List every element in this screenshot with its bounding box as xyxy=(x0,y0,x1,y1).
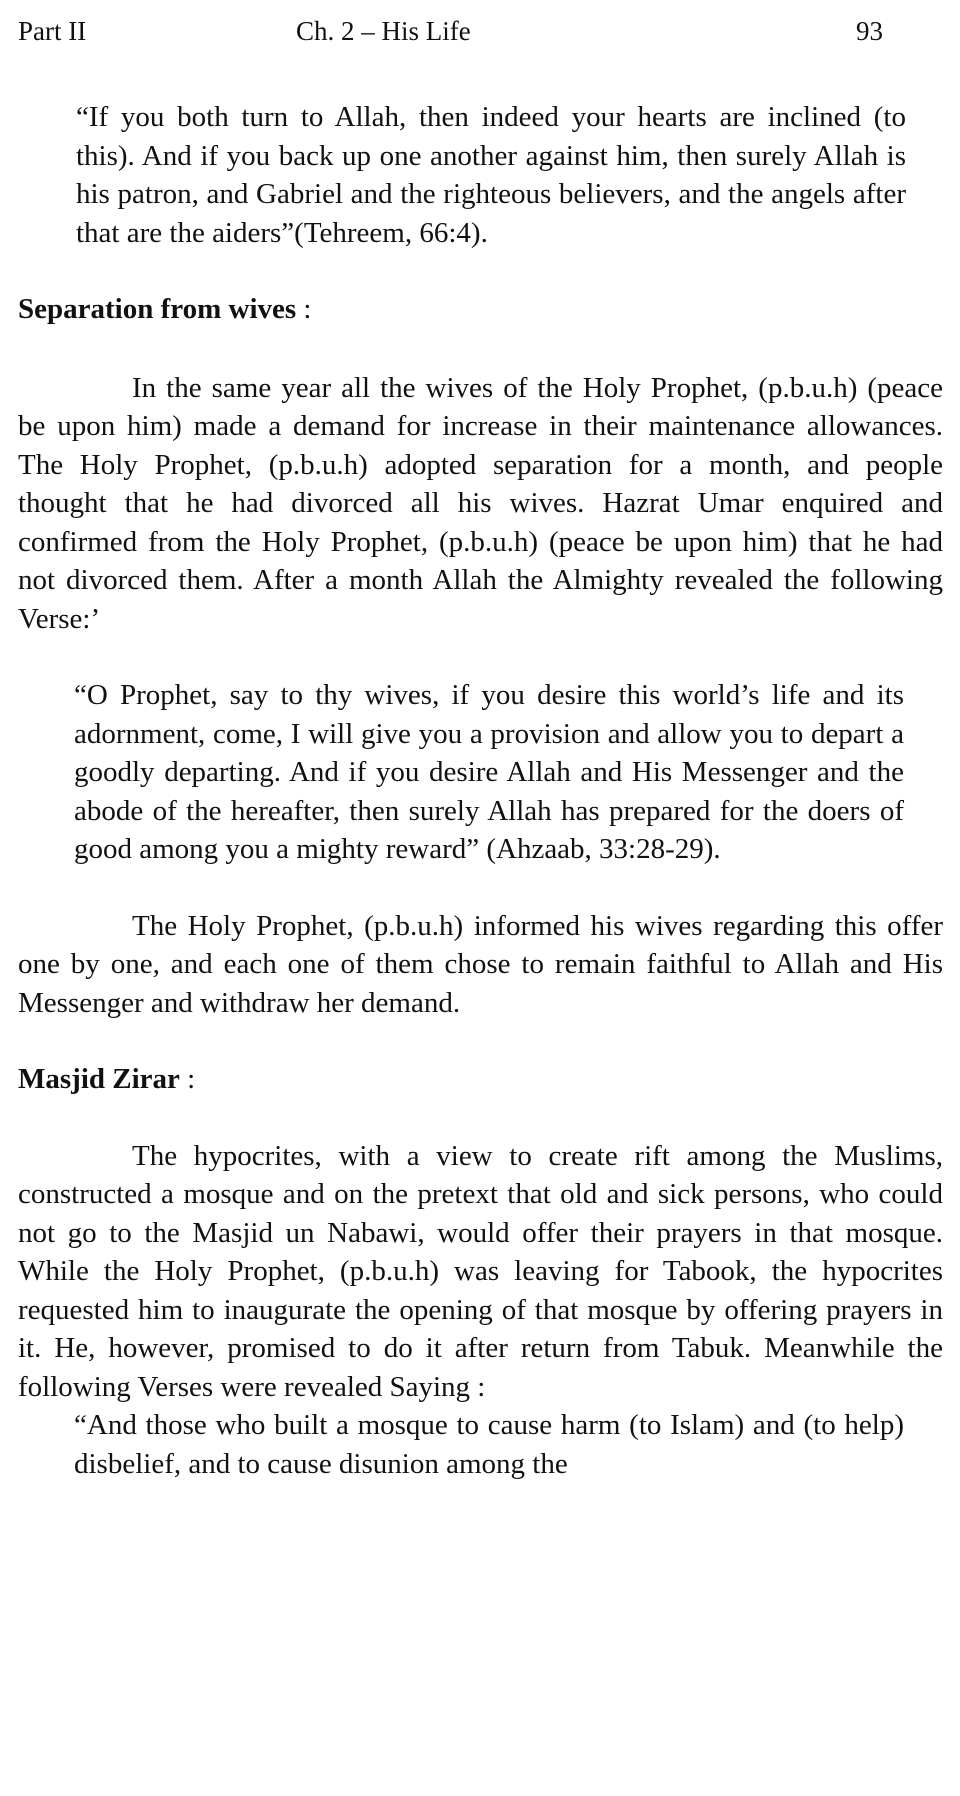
quote-tehreem: “If you both turn to Allah, then indeed your hearts are inclined (to this). And if you back up one another against him, then surely Allah is his patron, and Gabriel and the righteous believers, and the angels after that are the aiders”(Tehreem, 66:4). xyxy=(76,101,906,249)
page-number: 93 xyxy=(856,16,883,46)
section-heading-text: Separation from wives xyxy=(18,293,297,325)
running-header xyxy=(18,10,943,50)
chapter-title: Ch. 2 – His Life xyxy=(296,16,471,46)
section-heading-colon: : xyxy=(179,1063,196,1095)
section-heading-text: Masjid Zirar xyxy=(18,1063,180,1095)
section-heading-colon: : xyxy=(296,293,312,325)
section-heading-masjid-zirar xyxy=(18,1060,943,1099)
book-page xyxy=(18,10,943,1483)
paragraph-separation: In the same year all the wives of the Holy Prophet, (p.b.u.h) (peace be upon him) made a demand for increase in their maintenance allowances. The Holy Prophet, (p.b.u.h) adopted separation for a month, and people thought that he had divorced all his wives. Hazrat Umar enquired and confirmed from the Holy Prophet, (p.b.u.h) (peace be upon him) that he had not divorced them. After a month Allah the Almighty revealed the following Verse:’ xyxy=(18,371,943,635)
section-heading-separation xyxy=(18,290,943,329)
paragraph-masjid-zirar: The hypocrites, with a view to create rift among the Muslims, constructed a mosque and on the pretext that old and sick persons, who could not go to the Masjid un Nabawi, would offer their prayers in that mosque. While the Holy Prophet, (p.b.u.h) was leaving for Tabook, the hypocrites requested him to inaugurate the opening of that mosque by offering prayers in it. He, however, promised to do it after return from Tabuk. Meanwhile the following Verses were revealed Saying : xyxy=(18,1139,943,1403)
paragraph-wives-response: The Holy Prophet, (p.b.u.h) informed his wives regarding this offer one by one, and each one of them chose to remain faithful to Allah and His Messenger and withdraw her demand. xyxy=(18,909,943,1019)
quote-ahzaab: “O Prophet, say to thy wives, if you desire this world’s life and its adornment, come, I will give you a provision and allow you to depart a goodly departing. And if you desire Allah and His Messenger and the abode of the hereafter, then surely Allah has prepared for the doers of good among you a mighty reward” (Ahzaab, 33:28-29). xyxy=(74,679,904,865)
part-label: Part II xyxy=(18,16,87,46)
quote-masjid-zirar: “And those who built a mosque to cause harm (to Islam) and (to help) disbelief, and to cause disunion among the xyxy=(74,1409,904,1480)
